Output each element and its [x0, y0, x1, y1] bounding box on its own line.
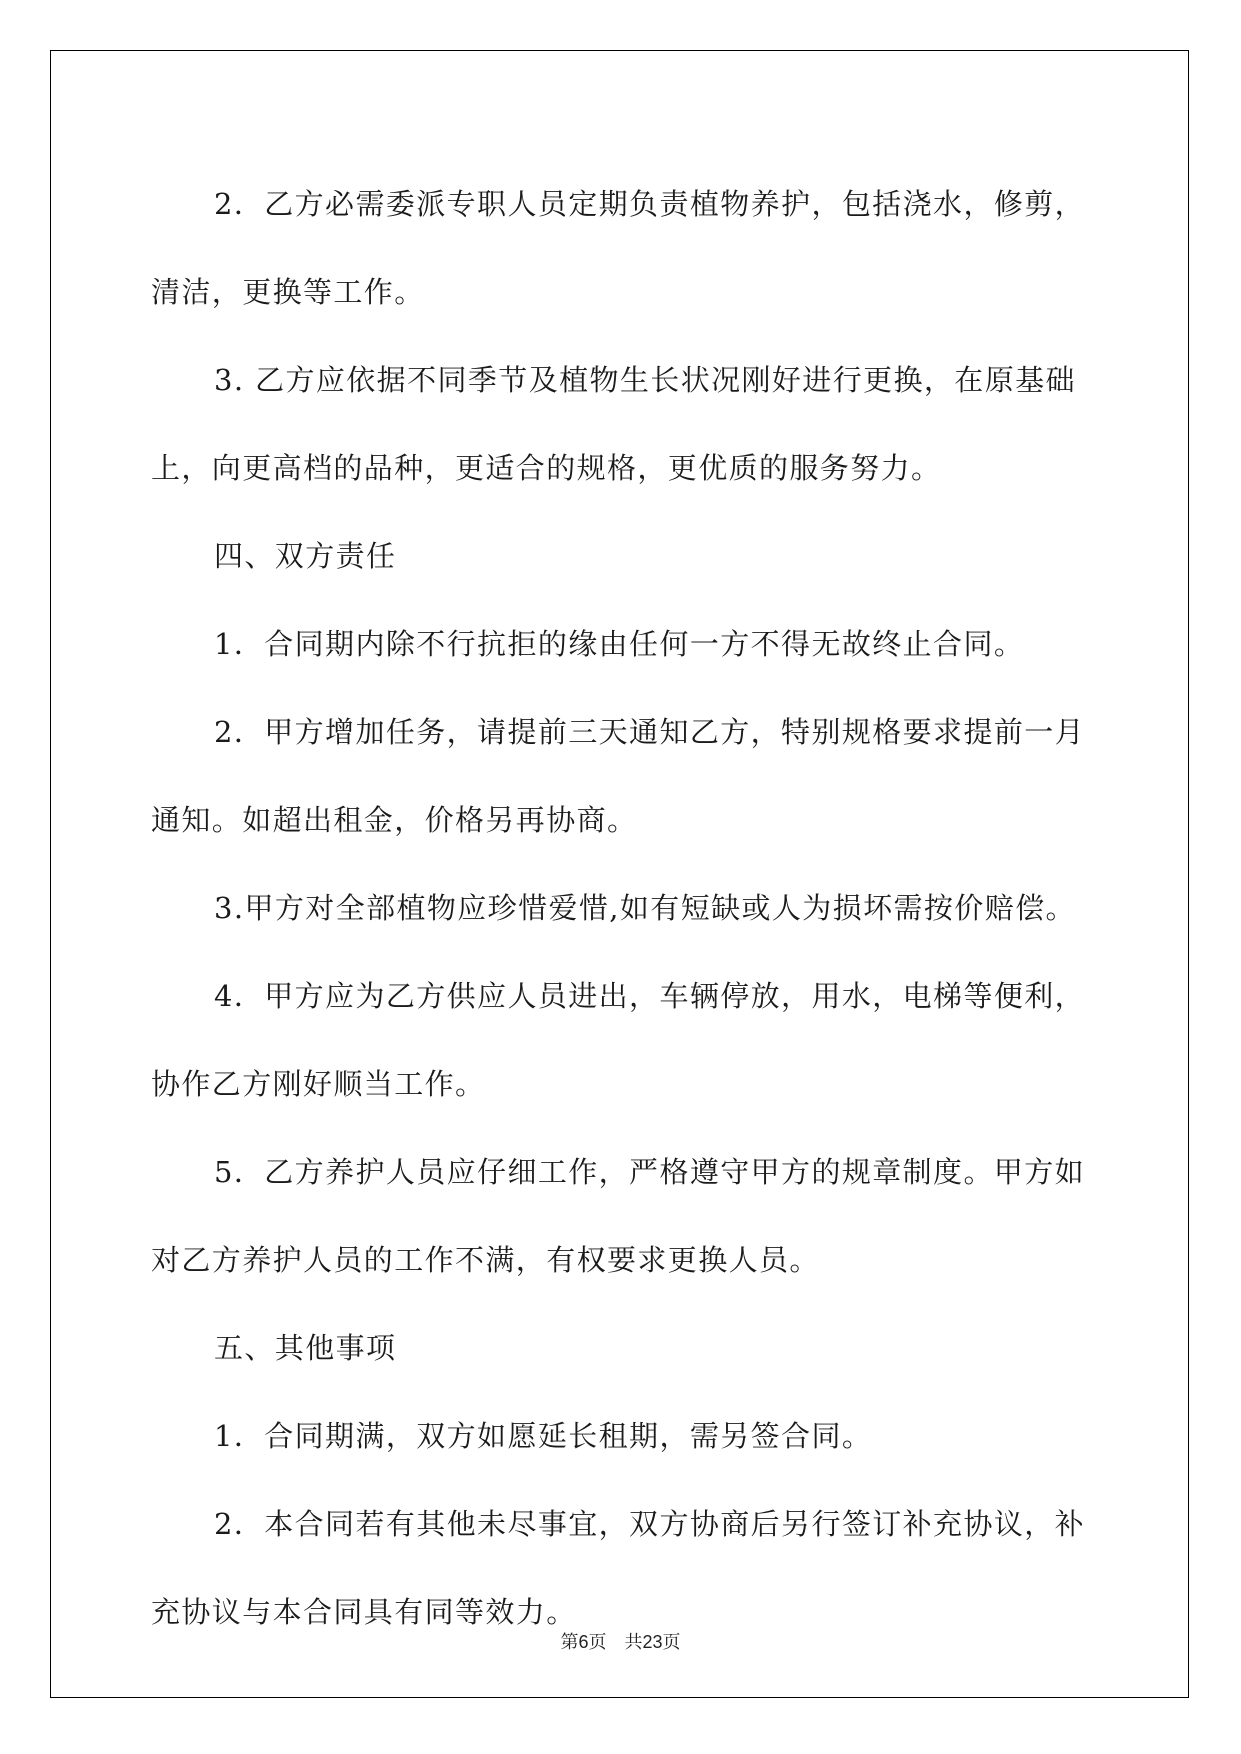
text-line: 上，向更高档的品种，更适合的规格，更优质的服务努力。: [151, 451, 942, 485]
page-number: 第6页: [560, 1632, 607, 1652]
text-line: 3.甲方对全部植物应珍惜爱惜,如有短缺或人为损坏需按价赔偿。: [214, 891, 1076, 925]
text-line: 1．合同期内除不行抗拒的缘由任何一方不得无故终止合同。: [214, 627, 1025, 661]
text-line: 4．甲方应为乙方供应人员进出，车辆停放，用水，电梯等便利，: [214, 979, 1086, 1013]
text-line: 充协议与本合同具有同等效力。: [151, 1595, 577, 1629]
page-footer: [0, 1628, 1241, 1654]
text-line: 2．本合同若有其他未尽事宜，双方协商后另行签订补充协议，补: [214, 1507, 1086, 1541]
text-line: 对乙方养护人员的工作不满，有权要求更换人员。: [151, 1243, 820, 1277]
text-line: 5．乙方养护人员应仔细工作，严格遵守甲方的规章制度。甲方如: [214, 1155, 1086, 1189]
text-line: 清洁，更换等工作。: [151, 275, 425, 309]
text-line: 2．乙方必需委派专职人员定期负责植物养护，包括浇水，修剪，: [214, 187, 1086, 221]
text-line: 2．甲方增加任务，请提前三天通知乙方，特别规格要求提前一月: [214, 715, 1086, 749]
text-line: 通知。如超出租金，价格另再协商。: [151, 803, 638, 837]
text-line: 1．合同期满，双方如愿延长租期，需另签合同。: [214, 1419, 873, 1453]
section-heading: 五、其他事项: [214, 1331, 397, 1365]
document-body: [151, 160, 1091, 1656]
text-line: 3. 乙方应依据不同季节及植物生长状况刚好进行更换，在原基础: [214, 363, 1076, 397]
section-heading: 四、双方责任: [214, 539, 397, 573]
page-total: 共23页: [624, 1632, 681, 1652]
text-line: 协作乙方刚好顺当工作。: [151, 1067, 486, 1101]
